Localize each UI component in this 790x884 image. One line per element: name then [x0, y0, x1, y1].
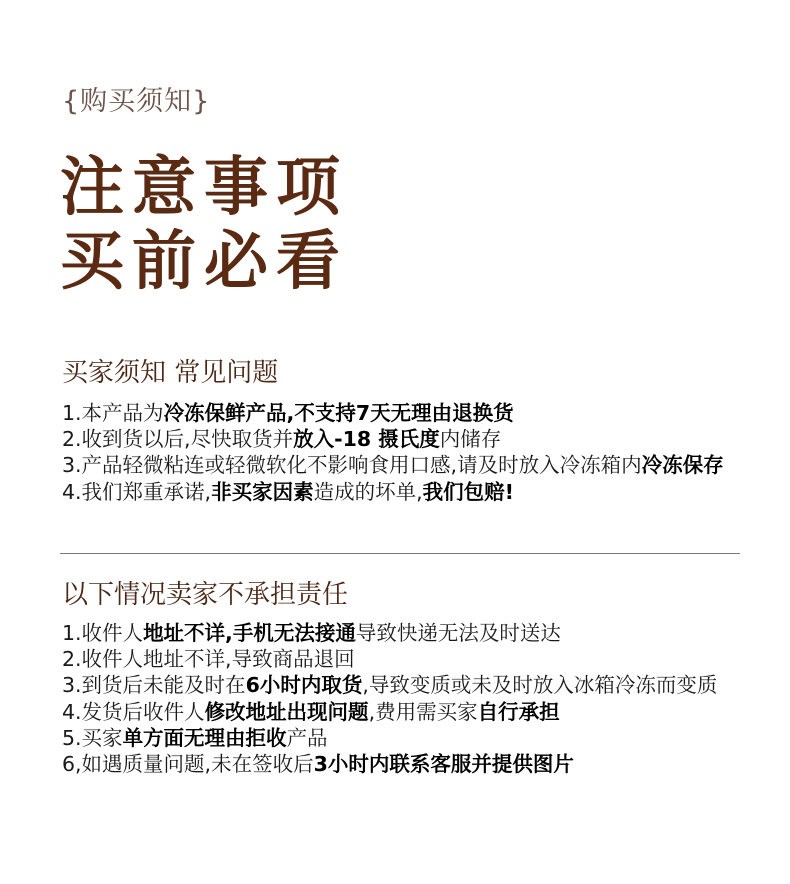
item-text: 造成的坏单,: [313, 479, 423, 504]
list-item: [62, 479, 742, 505]
item-text: 2.收到货以后,尽快取货并: [62, 427, 294, 452]
emphasis-text: 非买家因素: [211, 479, 314, 504]
list-item: [62, 426, 742, 452]
item-text: 1.本产品为: [62, 401, 164, 425]
item-text: ,费用需买家: [368, 699, 478, 724]
emphasis-text: 修改地址出现问题: [204, 699, 369, 724]
item-text: ,导致变质或未及时放入冰箱冷冻而变质: [362, 673, 718, 698]
item-text: 2.收件人地址不详,导致商品退回: [62, 647, 355, 672]
buyer-notice-list: [62, 400, 742, 505]
emphasis-text: 放入-18 摄氏度: [293, 427, 440, 452]
list-item: [62, 725, 742, 751]
hero-title-line2: 买前必看: [60, 225, 348, 299]
list-item: [62, 751, 742, 777]
emphasis-text: 我们包赔!: [422, 479, 514, 504]
item-text: 内储存: [439, 427, 502, 452]
hero-title-line1: 注意事项: [60, 151, 348, 225]
item-text: 1.收件人: [62, 621, 144, 645]
item-text: 4.我们郑重承诺,: [62, 479, 212, 504]
item-text: 3.产品轻微粘连或轻微软化不影响食用口感,请及时放入冷冻箱内: [62, 453, 642, 478]
emphasis-text: 自行承担: [477, 699, 560, 724]
seller-disclaimer-list: [62, 620, 742, 777]
item-text: 6,如遇质量问题,未在签收后: [62, 752, 314, 777]
emphasis-text: 地址不详,手机无法接通: [143, 621, 356, 645]
emphasis-text: 冷冻保存: [641, 453, 724, 478]
section-title-seller-disclaimer: 以下情况卖家不承担责任: [62, 580, 349, 610]
list-item: [62, 646, 742, 672]
list-item: [62, 400, 742, 426]
emphasis-text: 单方面无理由拒收: [122, 725, 287, 750]
item-text: 3.到货后未能及时在: [62, 673, 246, 698]
emphasis-text: 6小时内取货: [245, 673, 363, 698]
emphasis-text: 3小时内联系客服并提供图片: [313, 752, 574, 777]
list-item: [62, 620, 742, 646]
item-text: 导致快递无法及时送达: [355, 621, 561, 645]
subtitle: {购买须知}: [62, 86, 211, 117]
item-text: 5.买家: [62, 725, 123, 750]
list-item: [62, 452, 742, 478]
list-item: [62, 699, 742, 725]
item-text: 产品: [286, 725, 328, 750]
list-item: [62, 672, 742, 698]
emphasis-text: 冷冻保鲜产品,不支持7天无理由退换货: [163, 401, 514, 425]
item-text: 4.发货后收件人: [62, 699, 205, 724]
section-title-buyer-notice: 买家须知 常见问题: [62, 358, 279, 388]
divider: [60, 553, 740, 554]
